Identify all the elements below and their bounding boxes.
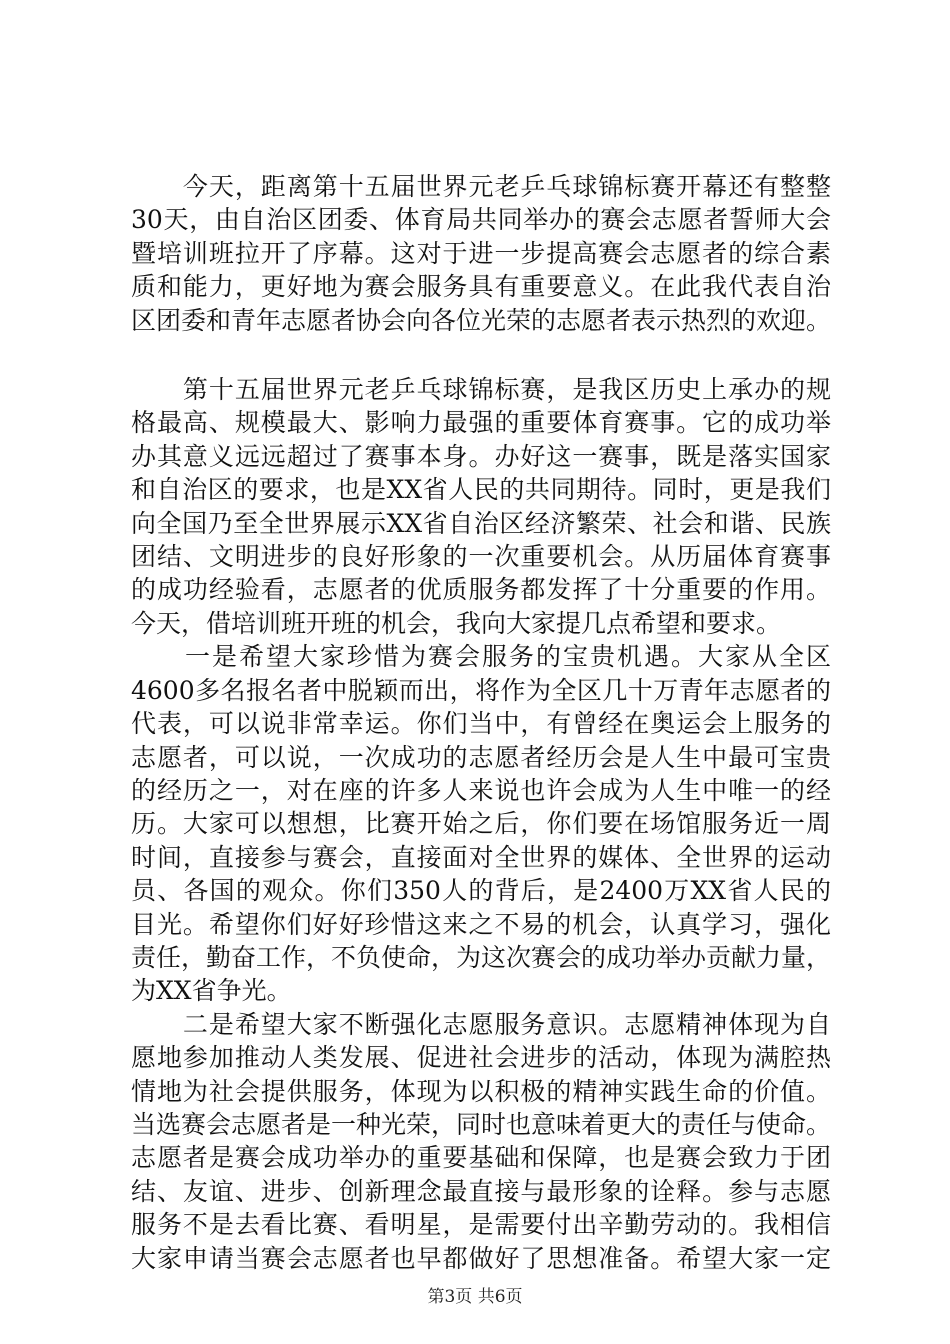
text-line: 责任，勤奋工作，不负使命，为这次赛会的成功举办贡献力量， (131, 942, 832, 972)
text-line: 二是希望大家不断强化志愿服务意识。志愿精神体现为自 (131, 1009, 831, 1039)
text-line: 服务不是去看比赛、看明星，是需要付出辛勤劳动的。我相信 (131, 1210, 831, 1240)
text-line: 目光。希望你们好好珍惜这来之不易的机会，认真学习，强化 (131, 909, 831, 939)
text-line: 愿地参加推动人类发展、促进社会进步的活动，体现为满腔热 (131, 1043, 831, 1073)
paragraph-point-one (131, 640, 831, 1007)
text-line: 团结、文明进步的良好形象的一次重要机会。从历届体育赛事 (131, 542, 831, 572)
text-line: 一是希望大家珍惜为赛会服务的宝贵机遇。大家从全区 (131, 642, 831, 672)
text-line: 暨培训班拉开了序幕。这对于进一步提高赛会志愿者的综合素 (131, 238, 831, 268)
text-line: 当选赛会志愿者是一种光荣，同时也意味着更大的责任与使命。 (131, 1109, 832, 1139)
text-line: 历。大家可以想想，比赛开始之后，你们要在场馆服务近一周 (131, 809, 831, 839)
paragraph-gap (131, 337, 831, 373)
text-line: 时间，直接参与赛会，直接面对全世界的媒体、全世界的运动 (131, 842, 831, 872)
paragraph-significance (131, 373, 831, 640)
text-line: 向全国乃至全世界展示XX省自治区经济繁荣、社会和谐、民族 (131, 508, 831, 538)
text-line: 今天，距离第十五届世界元老乒乓球锦标赛开幕还有整整 (131, 172, 831, 201)
text-line: 大家申请当赛会志愿者也早都做好了思想准备。希望大家一定 (131, 1243, 831, 1273)
text-line: 志愿者是赛会成功举办的重要基础和保障，也是赛会致力于团 (131, 1143, 831, 1173)
text-line: 格最高、规模最大、影响力最强的重要体育赛事。它的成功举 (131, 408, 831, 438)
paragraph-welcome (131, 170, 831, 337)
text-line: 第十五届世界元老乒乓球锦标赛，是我区历史上承办的规 (131, 375, 831, 405)
text-line: 结、友谊、进步、创新理念最直接与最形象的诠释。参与志愿 (131, 1176, 831, 1206)
text-line: 志愿者，可以说，一次成功的志愿者经历会是人生中最可宝贵 (131, 742, 831, 772)
text-line: 代表，可以说非常幸运。你们当中，有曾经在奥运会上服务的 (131, 709, 831, 739)
text-line: 的经历之一，对在座的许多人来说也许会成为人生中唯一的经 (131, 775, 831, 805)
text-line: 质和能力，更好地为赛会服务具有重要意义。在此我代表自治 (131, 272, 831, 302)
text-line: 今天，借培训班开班的机会，我向大家提几点希望和要求。 (131, 608, 782, 638)
paragraph-point-two (131, 1008, 831, 1275)
text-line: 的成功经验看，志愿者的优质服务都发挥了十分重要的作用。 (131, 575, 831, 605)
page-footer: 第3页 共6页 (427, 1287, 523, 1307)
text-line: 员、各国的观众。你们350人的背后，是2400万XX省人民的 (131, 876, 831, 906)
text-line: 30天，由自治区团委、体育局共同举办的赛会志愿者誓师大会 (131, 205, 831, 235)
text-line: 4600多名报名者中脱颖而出，将作为全区几十万青年志愿者的 (131, 675, 831, 705)
text-line: 情地为社会提供服务，体现为以积极的精神实践生命的价值。 (131, 1076, 831, 1106)
text-line: 为XX省争光。 (131, 976, 292, 1006)
document-body (131, 170, 831, 1275)
text-line: 和自治区的要求，也是XX省人民的共同期待。同时，更是我们 (131, 475, 831, 505)
text-line: 区团委和青年志愿者协会向各位光荣的志愿者表示热烈的欢迎。 (131, 305, 832, 335)
text-line: 办其意义远远超过了赛事本身。办好这一赛事，既是落实国家 (131, 441, 831, 471)
